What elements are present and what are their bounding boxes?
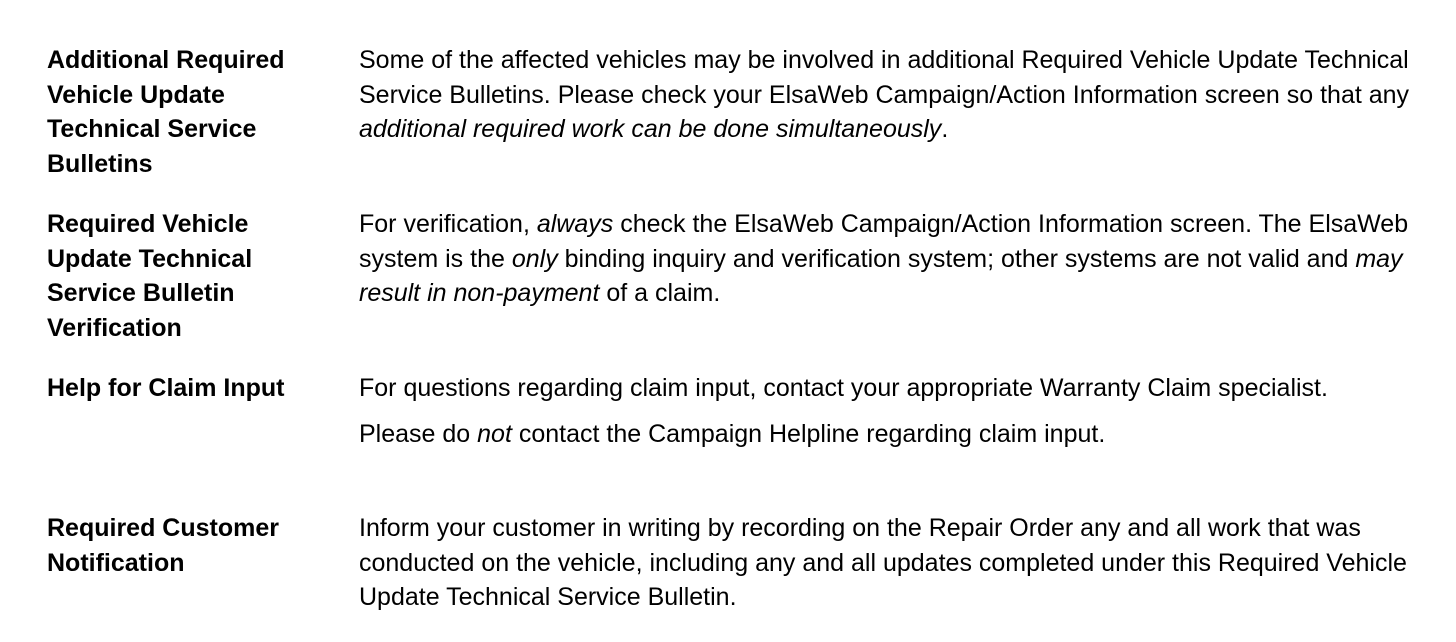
text-run: For verification, [359, 210, 537, 238]
section-body [359, 511, 1439, 615]
text-run: For questions regarding claim input, contact your appropriate Warranty Claim specialist. [359, 374, 1328, 402]
text-run: Some of the affected vehicles may be involved in additional Required Vehicle Update Technical Service Bulletins. Please check your ElsaWeb Campaign/Action Information screen so that any [359, 46, 1410, 109]
paragraph [359, 207, 1439, 311]
text-run: Please do [359, 419, 478, 448]
section-body [359, 371, 1439, 451]
text-run: contact the Campaign Helpline regarding claim input. [511, 419, 1106, 448]
text-run: . [941, 115, 949, 143]
paragraph [359, 511, 1439, 615]
paragraph [359, 43, 1439, 147]
section-body [359, 207, 1439, 311]
section-label: Required Customer Notification [47, 514, 279, 577]
section-label: Required Vehicle Update Technical Service Bulletin Verification [47, 210, 253, 342]
section-body [359, 43, 1439, 147]
emphasis-run: only [511, 244, 558, 273]
section-label: Help for Claim Input [47, 374, 285, 402]
paragraph [359, 371, 1439, 406]
emphasis-run: always [536, 210, 614, 238]
text-run: Inform your customer in writing by recording on the Repair Order any and all work that was conducted on the vehicle, including any and all updates completed under this Required Vehicle Update Technical Service Bulletin. [359, 514, 1407, 611]
paragraph [359, 417, 1439, 452]
emphasis-run: additional required work can be done simultaneously [359, 115, 942, 143]
section-label: Additional Required Vehicle Update Technical Service Bulletins [47, 46, 285, 178]
text-run: check the ElsaWeb Campaign/Action Information screen. The ElsaWeb system is the [359, 210, 1409, 273]
text-run: of a claim. [599, 279, 721, 307]
text-run: binding inquiry and verification system; other systems are not valid and [557, 244, 1356, 273]
emphasis-run: may result in non-payment [359, 244, 1403, 307]
emphasis-run: not [477, 419, 512, 448]
